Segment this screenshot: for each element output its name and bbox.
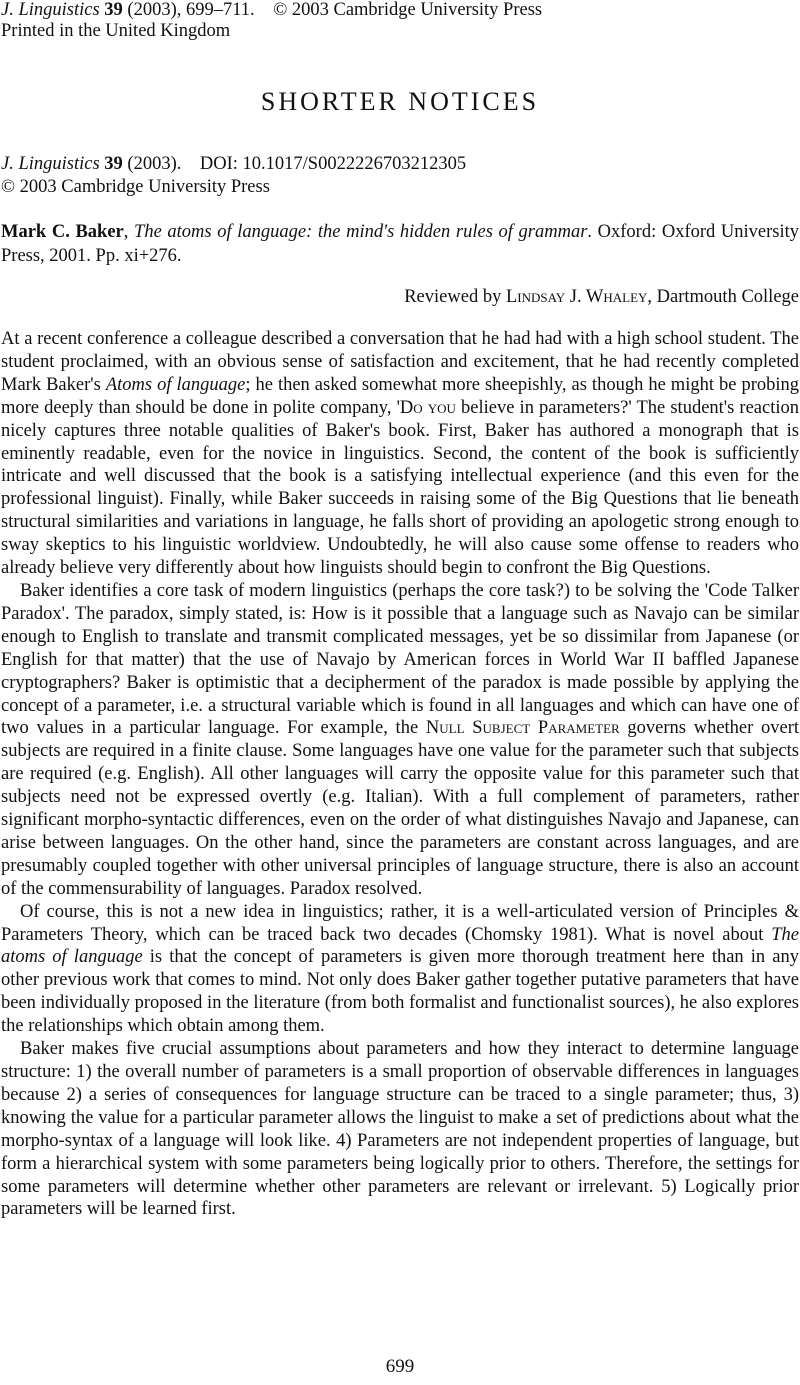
article-meta — [1, 153, 466, 199]
p1-book-title: Atoms of language — [105, 374, 246, 395]
reviewer-name: Lindsay J. Whaley — [505, 287, 648, 307]
paragraph-2 — [1, 580, 799, 901]
p2-term: Null Subject Parameter — [425, 718, 620, 739]
p1-text-e: believe in parameters?' The student's reaction nicely captures three notable qualities of Baker's book. First, Baker has authored a monograph that is eminently readable, even for the novice in linguistics. Second, the content of the book is sufficiently intricate and well discussed that the book is a satisfying intellectual experience (and this even for the professional linguist). Finally, while Baker succeeds in raising some of the Big Questions that lie beneath structural similarities and variations in language, he falls short of providing an apologetic strong enough to sway skeptics to his linguistic worldview. Undoubtedly, he will also cause some offense to readers who already believe very differently about how linguists should begin to confront the Big Questions. — [1, 397, 799, 579]
running-header — [1, 0, 542, 42]
header-printed: Printed in the United Kingdom — [1, 21, 231, 41]
p2-text-a: Baker identifies a core task of modern linguistics (perhaps the core task?) to be solving the 'Code Talker Paradox'. The paradox, simply stated, is: How is it possible that a language such as Navajo can be similar enough to English to translate and transmit complicated messages, yet be so dissimilar from Japanese (or English for that matter) that the use of Navajo by American forces in World War II baffled Japanese cryptographers? Baker is optimistic that a decipherment of the paradox is made possible by applying the concept of a parameter, i.e. a structural variable which is found in all languages and which can have one of two values in a particular language. For example, the — [1, 580, 799, 739]
header-volume: 39 — [104, 0, 123, 20]
meta-doi: DOI: 10.1017/S0022226703212305 — [199, 154, 467, 174]
paragraph-3 — [1, 901, 799, 1038]
citation-author: Mark C. Baker — [1, 222, 124, 242]
citation-title: The atoms of language: the mind's hidden rules of grammar — [134, 222, 588, 242]
p2-text-c: governs whether overt subjects are required in a finite clause. Some languages have one value for the parameter such that subjects are required (e.g. English). All other languages will carry the opposite value for this parameter such that subjects need not be expressed overtly (e.g. Italian). With a full complement of parameters, rather significant morpho-syntactic differences, even on the order of what distinguishes Navajo and Japanese, can arise between languages. On the other hand, since the parameters are constant across languages, and are presumably coupled together with other universal principles of language structure, there is also an account of the commensurability of languages. Paradox resolved. — [1, 718, 800, 899]
p1-smallcaps: Do you — [399, 397, 456, 418]
paragraph-4: Baker makes five crucial assumptions about parameters and how they interact to determine language structure: 1) the overall number of parameters is a small proportion of observable differences in languages because 2) a series of consequences for language structure can be traced to a single parameter; thus, 3) knowing the value for a particular parameter allows the linguist to make a set of predictions about what the morpho-syntax of a language will look like. 4) Parameters are not independent properties of language, but form a hierarchical system with some parameters being logically prior to others. Therefore, the settings for some parameters will determine whether other parameters are relevant or irrelevant. 5) Logically prior parameters will be learned first. — [1, 1039, 799, 1220]
header-journal: J. Linguistics — [1, 0, 100, 20]
reviewer-line — [404, 286, 799, 308]
p3-text-c: is that the concept of parameters is given more thorough treatment here than in any other previous work that comes to mind. Not only does Baker gather together putative parameters that have been individually proposed in the literature (from both formalist and functionalist sources), he also explores the relationships which obtain among them. — [1, 947, 800, 1037]
p3-text-a: Of course, this is not a new idea in linguistics; rather, it is a well-articulated version of Principles & Parameters Theory, which can be traced back two decades (Chomsky 1981). What is novel about — [1, 901, 799, 945]
meta-year: (2003). — [127, 154, 182, 174]
meta-line-1 — [1, 153, 466, 176]
book-citation: Mark C. Baker, The atoms of language: the mind's hidden rules of grammar. Oxford: Oxford University Press, 2001. Pp. xi+276. — [1, 222, 800, 266]
reviewer-prefix: Reviewed by — [404, 287, 502, 307]
paragraph-1 — [1, 328, 799, 580]
meta-copyright: © 2003 Cambridge University Press — [1, 177, 270, 197]
reviewer-affiliation: , Dartmouth College — [647, 287, 799, 307]
section-title: SHORTER NOTICES — [260, 87, 540, 116]
page-number: 699 — [385, 1356, 415, 1377]
p1-text-a: At a recent conference a colleague described a conversation that he had had with a high school student. The student proclaimed, with an obvious sense of satisfaction and excitement, that he had recently completed Mark Baker's — [1, 329, 799, 395]
meta-volume: 39 — [104, 154, 123, 174]
header-copyright: © 2003 Cambridge University Press — [273, 0, 543, 20]
meta-journal: J. Linguistics — [1, 154, 100, 174]
citation-publisher: . Oxford: Oxford University Press, 2001. Pp. xi+276. — [1, 222, 800, 266]
review-body — [1, 328, 799, 1221]
header-line-1 — [1, 0, 542, 21]
p3-book-title: The atoms of language — [1, 924, 799, 968]
header-year-pages: (2003), 699–711. — [127, 0, 255, 20]
p1-text-c: ; he then asked somewhat more sheepishly, as though he might be probing more deeply than should be done in polite company, ' — [1, 374, 799, 418]
